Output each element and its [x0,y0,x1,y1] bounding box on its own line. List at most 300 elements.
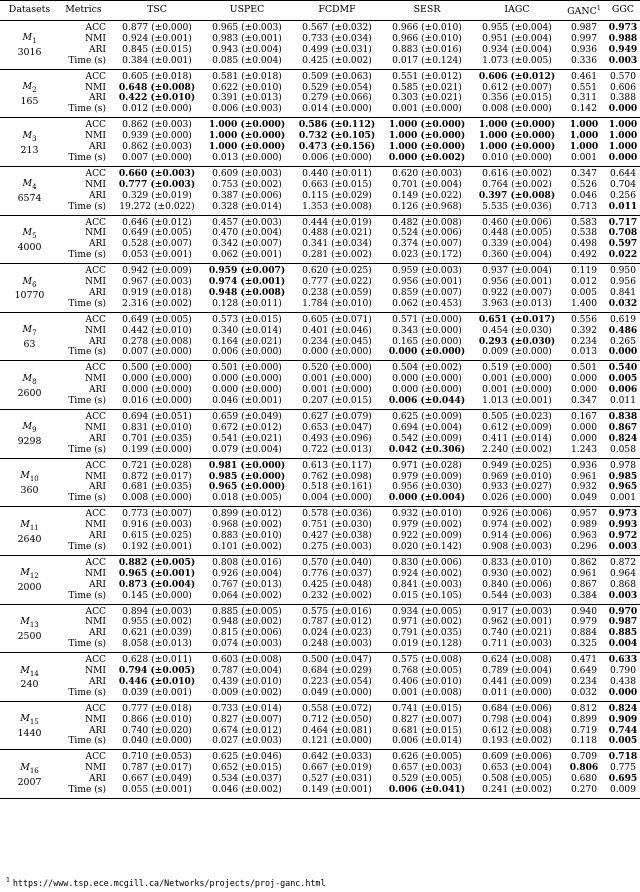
dataset-size: 2500 [17,630,42,642]
value-cell: 0.767 (±0.013) [212,579,282,590]
value-cell: 0.948 (±0.002) [212,617,282,628]
dataset-cell [0,215,59,264]
value-cell: 0.997 [570,33,598,44]
value-cell: 0.868 [609,579,637,590]
value-cell: 19.272 (±0.022) [119,201,195,212]
dataset-group [0,653,640,702]
value-cell: 0.504 (±0.002) [392,363,462,374]
metric-label: Time (s) [68,250,106,261]
value-cell: 0.649 (±0.005) [122,228,192,239]
value-cell: 0.573 (±0.015) [212,314,282,325]
value-cell: 0.667 (±0.049) [122,774,192,785]
value-cell: 0.883 (±0.016) [392,44,462,55]
value-cell: 0.000 [570,422,598,433]
table-row [0,580,640,591]
value-cell: 0.815 (±0.006) [212,628,282,639]
dataset-size: 6574 [17,193,42,205]
value-cell: 0.558 (±0.072) [302,703,372,714]
value-cell: 0.950 [609,266,637,277]
value-cell: 0.347 [570,168,598,179]
value-cell: 1.784 (±0.010) [302,298,372,309]
value-cell: 0.883 (±0.010) [212,531,282,542]
table-row [0,299,640,312]
value-cell: 1.073 (±0.005) [482,55,552,66]
table-row [0,472,640,483]
value-cell: 0.973 [608,508,638,520]
value-cell: 0.680 [570,774,598,785]
value-cell: 0.440 (±0.011) [302,168,372,179]
value-cell: 1.000 [608,141,638,153]
value-cell: 0.753 (±0.002) [212,179,282,190]
ganc-footnote-mark: 1 [596,3,601,12]
dataset-size: 1440 [17,728,42,739]
value-cell: 0.653 (±0.047) [302,422,372,433]
value-cell: 0.482 (±0.008) [392,217,462,228]
value-cell: 0.000 [570,433,598,444]
value-cell: 0.710 (±0.053) [122,752,192,763]
value-cell: 0.444 (±0.019) [302,217,372,228]
value-cell: 0.425 (±0.002) [302,55,372,66]
value-cell: 0.616 (±0.002) [482,168,552,179]
dataset-name [20,519,39,530]
metric-label: NMI [85,568,106,579]
value-cell: 0.360 (±0.004) [482,250,552,261]
value-cell: 0.979 (±0.002) [392,520,462,531]
metric-label: ACC [85,412,106,422]
metric-label: NMI [85,325,106,336]
value-cell: 0.717 [608,216,638,228]
metric-label: Time (s) [68,152,106,163]
metric-label: Time (s) [68,201,106,212]
dataset-index: 8 [32,377,37,386]
value-cell: 0.000 (±0.000) [392,374,462,385]
dataset-name [22,130,36,141]
value-cell: 0.597 [608,238,638,250]
dataset-size: 240 [20,679,39,691]
value-cell: 0.914 (±0.006) [482,531,552,542]
value-cell: 0.008 (±0.000) [482,104,552,115]
value-cell: 0.006 (±0.000) [302,152,372,163]
value-cell: 0.270 [570,785,598,796]
value-cell: 0.000 [608,151,638,163]
value-cell: 0.392 [570,325,598,336]
value-cell: 0.448 (±0.005) [482,228,552,239]
table-row [0,374,640,385]
value-cell: 1.000 [608,130,638,142]
value-cell: 0.438 [609,676,637,687]
value-cell: 0.956 (±0.030) [392,482,462,493]
value-cell: 0.942 (±0.009) [122,266,192,277]
value-cell: 0.721 (±0.028) [122,460,192,471]
dataset-cell [0,653,59,702]
value-cell: 0.374 (±0.007) [392,239,462,250]
value-cell: 0.000 [570,374,598,385]
value-cell: 0.899 [570,714,598,725]
dataset-size: 165 [20,95,39,107]
value-cell: 0.787 (±0.012) [302,617,372,628]
table-row [0,56,640,69]
metric-label: ACC [85,606,106,617]
metric-label: ARI [88,93,106,104]
header-metrics: Metrics [59,1,112,21]
metric-label: ACC [85,703,106,714]
value-cell: 0.586 (±0.112) [298,119,376,131]
value-cell: 0.862 (±0.003) [122,142,192,153]
metric-label: NMI [85,228,106,239]
metric-label: ACC [85,23,106,33]
value-cell: 0.866 (±0.010) [122,714,192,725]
table-row [0,445,640,458]
value-cell: 0.653 (±0.004) [482,763,552,774]
value-cell: 0.722 (±0.013) [302,444,372,455]
dataset-size: 2600 [17,387,42,399]
metric-label: ACC [85,120,106,131]
value-cell: 0.949 [608,43,638,55]
dataset-group [0,69,640,118]
value-cell: 0.000 (±0.000) [392,385,462,396]
value-cell: 0.827 (±0.007) [212,714,282,725]
table-row [0,104,640,117]
value-cell: 0.922 (±0.007) [482,287,552,298]
value-cell: 0.967 (±0.003) [122,277,192,288]
value-cell: 0.867 [570,579,598,590]
value-cell: 0.149 (±0.001) [302,785,372,796]
value-cell: 0.612 (±0.008) [482,725,552,736]
value-cell: 0.046 (±0.002) [212,785,282,796]
value-cell: 0.979 [570,617,598,628]
value-cell: 0.384 [570,590,598,601]
value-cell: 0.446 (±0.010) [118,675,196,687]
dataset-name [20,470,39,481]
value-cell: 0.006 (±0.000) [212,347,282,358]
dataset-group [0,507,640,556]
table-row [0,591,640,604]
value-cell: 0.278 (±0.008) [122,336,192,347]
table-row [0,215,640,228]
value-cell: 0.833 (±0.010) [482,557,552,568]
value-cell: 0.042 (±0.306) [388,443,466,455]
value-cell: 0.667 (±0.019) [302,763,372,774]
table-row [0,653,640,666]
metric-label: ARI [88,239,106,250]
value-cell: 0.279 (±0.066) [302,93,372,104]
value-cell: 0.628 (±0.011) [122,655,192,666]
metric-label: NMI [85,763,106,774]
value-cell: 0.011 (±0.000) [482,687,552,698]
value-cell: 0.101 (±0.002) [212,541,282,552]
metric-label: Time (s) [68,785,106,796]
dataset-letter: M [20,470,30,481]
value-cell: 0.934 (±0.004) [482,44,552,55]
value-cell: 0.296 [570,541,598,552]
value-cell: 0.762 (±0.098) [302,471,372,482]
value-cell: 0.672 (±0.012) [212,422,282,433]
dataset-letter: M [22,226,33,238]
value-cell: 0.882 (±0.005) [118,556,196,568]
metric-label: Time (s) [68,396,106,407]
value-cell: 0.115 (±0.029) [302,190,372,201]
value-cell: 0.606 (±0.012) [478,70,556,82]
metric-label: ARI [88,44,106,55]
table-row [0,493,640,506]
metric-label: Time (s) [68,298,106,309]
value-cell: 0.328 (±0.014) [212,201,282,212]
dataset-size: 4000 [17,241,42,253]
value-cell: 0.978 [609,460,637,471]
value-cell: 0.027 (±0.003) [212,736,282,747]
value-cell: 0.924 (±0.001) [122,33,192,44]
value-cell: 0.964 [609,568,637,579]
value-cell: 0.012 (±0.000) [122,104,192,115]
value-cell: 0.605 (±0.071) [302,314,372,325]
value-cell: 0.943 (±0.004) [212,44,282,55]
dataset-index: 5 [32,231,37,240]
value-cell: 0.518 (±0.161) [302,482,372,493]
value-cell: 0.471 [570,655,598,666]
dataset-name [22,324,36,335]
dataset-cell [0,458,59,507]
dataset-name [20,713,39,724]
value-cell: 1.000 [569,141,599,153]
value-cell: 5.535 (±0.036) [482,201,552,212]
value-cell: 0.979 (±0.009) [392,471,462,482]
value-cell: 0.005 [608,373,638,385]
value-cell: 0.000 (±0.002) [388,151,466,163]
value-cell: 0.684 (±0.029) [302,666,372,677]
dataset-cell [0,361,59,410]
value-cell: 0.831 (±0.010) [122,422,192,433]
value-cell: 0.966 (±0.010) [392,23,462,33]
value-cell: 0.867 [608,421,638,433]
value-cell: 0.885 [608,627,638,639]
value-cell: 0.885 (±0.005) [212,606,282,617]
value-cell: 0.974 (±0.002) [482,520,552,531]
value-cell: 1.000 (±0.000) [388,141,466,153]
value-cell: 0.234 [570,676,598,687]
value-cell: 0.609 (±0.006) [482,752,552,763]
value-cell: 0.951 (±0.004) [482,33,552,44]
value-cell: 0.621 (±0.039) [122,628,192,639]
value-cell: 0.987 [570,23,598,33]
value-cell: 0.948 (±0.008) [208,286,286,298]
header-datasets: Datasets [0,1,59,21]
value-cell: 0.009 [609,785,637,796]
value-cell: 1.000 (±0.000) [478,130,556,142]
metric-label: NMI [85,131,106,142]
value-cell: 0.988 [608,32,638,44]
table-row [0,396,640,409]
value-cell: 0.862 [570,557,598,568]
metric-label: Time (s) [68,104,106,115]
dataset-group [0,166,640,215]
value-cell: 0.524 (±0.006) [392,228,462,239]
footnote [6,876,326,889]
dataset-group [0,410,640,459]
value-cell: 0.493 (±0.096) [302,433,372,444]
value-cell: 0.003 [608,589,638,601]
value-cell: 0.585 (±0.021) [392,82,462,93]
value-cell: 0.949 (±0.025) [482,460,552,471]
value-cell: 0.126 (±0.968) [392,201,462,212]
value-cell: 0.311 [570,93,598,104]
value-cell: 0.712 (±0.050) [302,714,372,725]
table-row [0,434,640,445]
value-cell: 0.969 (±0.010) [482,471,552,482]
value-cell: 0.649 [570,666,598,677]
dataset-name [22,227,36,238]
table-row [0,774,640,785]
value-cell: 0.529 (±0.054) [302,82,372,93]
table-row [0,69,640,82]
value-cell: 0.957 [570,509,598,520]
value-cell: 0.012 [570,277,598,288]
value-cell: 1.353 (±0.008) [302,201,372,212]
value-cell: 0.001 (±0.008) [392,687,462,698]
dataset-index: 10 [29,474,39,483]
value-cell: 0.008 (±0.000) [122,493,192,504]
table-row [0,726,640,737]
dataset-letter: M [20,615,30,627]
value-cell: 0.000 [608,103,638,115]
value-cell: 0.877 (±0.000) [122,23,192,33]
metric-label: NMI [85,617,106,628]
value-cell: 0.470 (±0.004) [212,228,282,239]
dataset-group [0,361,640,410]
value-cell: 0.575 (±0.008) [392,655,462,666]
dataset-group [0,21,640,70]
header-method-uspec: USPEC [202,1,292,21]
value-cell: 0.933 (±0.027) [482,482,552,493]
value-cell: 0.751 (±0.030) [302,520,372,531]
value-cell: 0.926 (±0.006) [482,509,552,520]
dataset-size: 2000 [17,582,42,594]
value-cell: 0.972 [608,530,638,542]
value-cell: 1.000 [569,119,599,131]
table-row [0,347,640,360]
value-cell: 0.701 (±0.004) [392,179,462,190]
value-cell: 0.006 (±0.003) [212,104,282,115]
value-cell: 0.527 (±0.031) [302,774,372,785]
dataset-group [0,312,640,361]
dataset-cell [0,507,59,556]
value-cell: 0.733 (±0.014) [212,703,282,714]
value-cell: 0.718 [608,751,638,763]
metric-label: NMI [85,277,106,288]
value-cell: 0.500 (±0.047) [302,655,372,666]
dataset-letter: M [22,421,33,433]
value-cell: 0.018 (±0.005) [212,493,282,504]
dataset-letter: M [20,761,30,773]
dataset-index: 15 [29,718,39,726]
dataset-index: 12 [29,572,39,581]
dataset-cell [0,701,59,750]
value-cell: 0.575 (±0.016) [302,606,372,617]
value-cell: 0.985 (±0.000) [208,470,286,482]
dataset-index: 14 [29,669,39,678]
value-cell: 0.014 (±0.000) [302,104,372,115]
value-cell: 0.001 (±0.000) [482,374,552,385]
metric-label: ARI [88,531,106,542]
table-row [0,34,640,45]
dataset-index: 4 [32,183,37,192]
value-cell: 0.017 (±0.124) [392,55,462,66]
value-cell: 1.000 [569,130,599,142]
value-cell: 1.243 [570,444,598,455]
value-cell: 0.581 (±0.018) [212,71,282,82]
dataset-group [0,604,640,653]
value-cell: 0.388 [609,93,637,104]
dataset-cell [0,555,59,604]
value-cell: 0.790 [609,666,637,677]
value-cell: 0.620 (±0.003) [392,168,462,179]
value-cell: 0.965 (±0.003) [212,23,282,33]
value-cell: 0.791 (±0.035) [392,628,462,639]
table-row [0,410,640,423]
value-cell: 1.400 [570,298,598,309]
value-cell: 0.049 (±0.000) [302,687,372,698]
metric-label: ARI [88,433,106,444]
value-cell: 0.583 [570,217,598,228]
value-cell: 0.622 (±0.010) [212,82,282,93]
value-cell: 0.064 (±0.002) [212,590,282,601]
metric-label: Time (s) [68,347,106,358]
dataset-cell [0,69,59,118]
table-row [0,423,640,434]
dataset-index: 9 [32,426,37,435]
value-cell: 0.989 [570,520,598,531]
dataset-cell [0,750,59,799]
value-cell: 0.603 (±0.008) [212,655,282,666]
value-cell: 0.341 (±0.034) [302,239,372,250]
value-cell: 0.009 (±0.000) [482,347,552,358]
value-cell: 0.894 (±0.003) [122,606,192,617]
value-cell: 2.316 (±0.002) [122,298,192,309]
dataset-size: 63 [23,339,36,350]
table-row [0,617,640,628]
value-cell: 0.001 (±0.000) [302,374,372,385]
value-cell: 0.840 (±0.006) [482,579,552,590]
dataset-cell [0,118,59,167]
dataset-size: 2007 [17,776,42,788]
value-cell: 0.794 (±0.005) [118,665,196,677]
value-cell: 0.119 [570,266,598,277]
dataset-name [20,616,39,627]
value-cell: 0.384 (±0.001) [122,55,192,66]
value-cell: 0.806 [569,762,599,774]
value-cell: 0.207 (±0.015) [302,396,372,407]
table-row [0,555,640,568]
dataset-cell [0,604,59,653]
value-cell: 0.232 (±0.002) [302,590,372,601]
metric-label: NMI [85,422,106,433]
value-cell: 0.694 (±0.004) [392,422,462,433]
value-cell: 0.649 (±0.005) [122,314,192,325]
value-cell: 0.391 (±0.013) [212,93,282,104]
table-row [0,736,640,749]
dataset-letter: M [20,567,30,579]
value-cell: 0.777 (±0.003) [118,178,196,190]
value-cell: 0.937 (±0.004) [482,266,552,277]
value-cell: 0.343 (±0.000) [392,325,462,336]
value-cell: 0.540 [608,362,638,374]
value-cell: 0.567 (±0.032) [302,23,372,33]
value-cell: 1.000 (±0.000) [208,119,286,131]
value-cell: 0.339 (±0.004) [482,239,552,250]
value-cell: 0.983 (±0.001) [212,33,282,44]
value-cell: 0.841 (±0.003) [392,579,462,590]
metric-label: ARI [88,385,106,396]
dataset-size: 3016 [17,47,42,59]
